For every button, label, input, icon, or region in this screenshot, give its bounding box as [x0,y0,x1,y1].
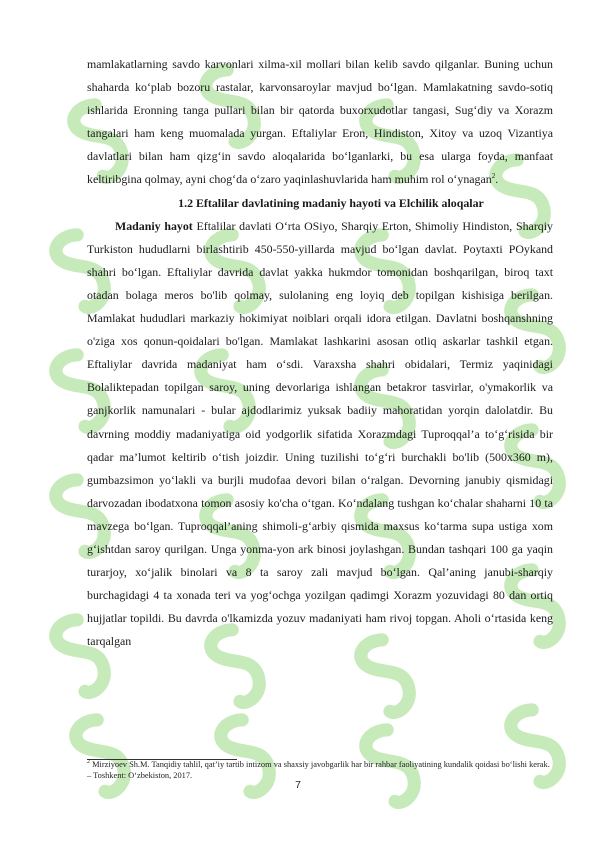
body-text [87,53,553,653]
section-heading: 1.2 Eftalilar davlatining madaniy hayoti va Elchilik aloqalar [178,195,484,210]
green-s-watermark-icon [203,705,295,812]
paragraph-trade-end: . [495,172,499,187]
paragraph-trade [87,53,553,192]
paragraph-culture-text: Eftalilar davlati O‘rta OSiyo, Sharqiy Erton, Shimoliy Hindiston, Sharqiy Turkiston hududlarni birlashtirib 450-550-yillarda mavjud bo‘lgan davlat. Poytaxti POykand shahri bo‘lgan. Eftaliylar davrida davlat yakka hukmdor tomonidan boshqarilgan, biroq taxt otadan bolaga meros bo'lib qolmay, sulolaning eng loyiq deb topilgan kishisiga berilgan. Mamlakat hududlari markaziy hokimiyat noiblari orqali idora etilgan. Davlatni boshqanshning o'ziga xos qonun-qoidalari bo'lgan. Mamlakat lashkarini asosan otliq askarlar tashkil etgan. Eftaliylar davrida madaniyat ham o‘sdi. Varaxsha shahri obidalari, Termiz yaqinidagi Bolaliktepadan topilgan saroy, uning devorlariga ishlangan betakror tasvirlar, o'ymakorlik va ganjkorlik namunalari - bular ajdodlarimiz yuksak badiiy mahoratidan yorqin dalolatdir. Bu davrning moddiy madaniyatiga oid yodgorlik sifatida Xorazmdagi Tuproqqal’a to‘g‘risida bir qadar ma’lumot keltirib o‘tish joizdir. Uning tuzilishi to‘g‘ri burchakli bo'lib (500x360 m), gumbazsimon yo‘lakli va burjli mudofaa devori bilan o‘ralgan. Devorning janubiy qismidagi darvozadan ibodatxona tomon asosiy ko'cha o‘tgan. Ko‘ndalang tushgan ko‘chalar shaharni 10 ta mavzega bo‘lgan. Tuproqqal’aning shimoli-g‘arbiy qismida maxsus ko‘tarma supa ustiga xom g‘ishtdan saroy qurilgan. Unga yonma-yon ark binosi joylashgan. Bundan tashqari 100 ga yaqin turarjoy, xo‘jalik binolari va 8 ta saroy zali mavjud bo‘lgan. Qal’aning janubi-sharqiy burchagidagi 4 ta xonada teri va yog‘ochga yozilgan qadimgi Xorazm yozuvidagi 80 dan ortiq hujjatlar topildi. Bu davrda o'lkamizda yozuv madaniyati ham rivoj topgan. Aholi o‘rtasida keng tarqalgan [87,218,553,649]
paragraph-culture-lead: Madaniy hayot [115,218,193,233]
footnote-number: 2 [87,759,90,766]
paragraph-trade-text: mamlakatlarning savdo karvonlari xilma-xil mollari bilan kelib savdo qilganlar. Buning uchun shaharda ko‘plab bozoru rastalar, karvonsaroylar mavjud bo‘lgan. Mamlakatning savdo-sotiq ishlarida Eronning tanga pullari bilan bir qatorda buxorxudotlar tangasi, Sug‘diy va Xorazm tangalari ham keng muomalada yurgan. Eftaliylar Eron, Hindiston, Xitoy va uzoq Vizantiya davlatlari bilan ham qizg‘in savdo aloqalarida bo‘lganlarki, bu esa ularga foyda, manfaat keltiribgina qolmay, ayni chog‘da o‘zaro yaqinlashuvlarida ham muhim rol o‘ynagan [87,57,553,187]
footnote-text: Mirziyoev Sh.M. Tanqidiy tahlil, qat’iy tartib intizom va shaxsiy javobgarlik har bir rahbar faoliyatining kundalik qoidasi bo‘lishi kerak. – Toshkent: O‘zbekiston, 2017. [87,760,550,780]
paragraph-culture [87,215,553,654]
page-number: 7 [295,779,301,791]
green-s-watermark-icon [58,705,150,812]
footnote [87,759,553,781]
footnote-reference[interactable]: 2 [491,172,496,181]
